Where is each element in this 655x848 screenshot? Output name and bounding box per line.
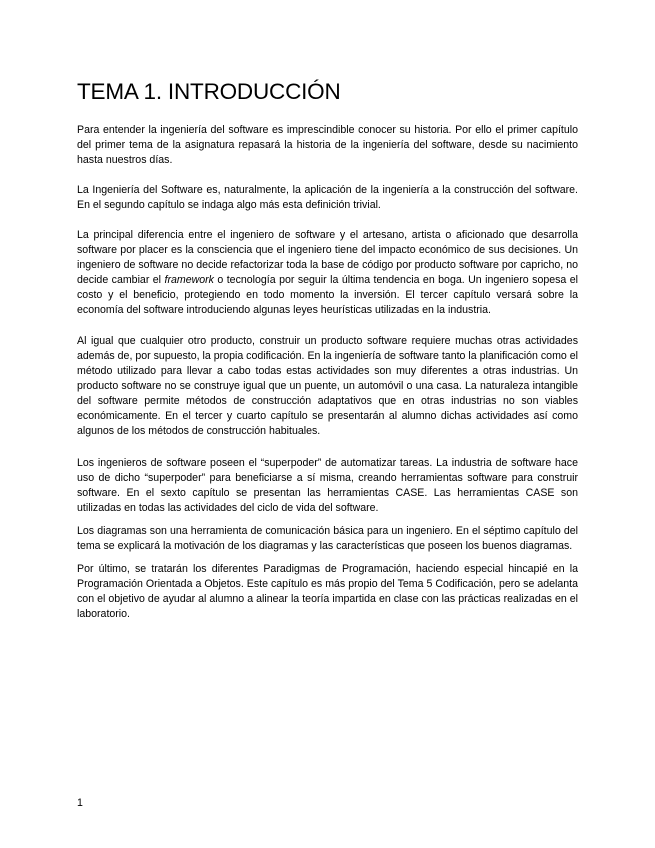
paragraph-economics-text-after: o tecnología por seguir la última tendencia en boga. Un ingeniero sopesa el costo y el beneficio, protegiendo en todo momento la inversión. El tercer capítulo versará sobre la economía del software introduciendo algunas leyes heurísticas utilizadas en la industria. (77, 274, 578, 316)
page-number: 1 (77, 797, 83, 809)
paragraph-economics-text-before: La principal diferencia entre el ingeniero de software y el artesano, artista o aficionado que desarrolla software por placer es la consciencia que el ingeniero tiene del impacto económico de sus decisiones. Un ingeniero de software no decide refactorizar toda la base de código por producto software por capricho, no decide cambiar el (77, 229, 578, 286)
paragraph-activities: Al igual que cualquier otro producto, construir un producto software requiere muchas otras actividades además de, por supuesto, la propia codificación. En la ingeniería de software tanto la planificación como el método utilizado para llevar a cabo todas estas actividades son muy diferentes a otras industrias. Un producto software no se construye igual que un puente, un automóvil o una casa. La naturaleza intangible del software permite métodos de construcción adaptativos que en otras industrias no son viables económicamente. En el tercer y cuarto capítulo se presentarán al alumno dichas actividades así como algunos de los métodos de construcción habituales. (77, 335, 578, 437)
page-title: TEMA 1. INTRODUCCIÓN (77, 79, 341, 104)
paragraph-case-tools: Los ingenieros de software poseen el “superpoder” de automatizar tareas. La industria de software hace uso de dicho “superpoder” para beneficiarse a sí misma, creando herramientas software para construir software. En el sexto capítulo se presentan las herramientas CASE. Las herramientas CASE son utilizadas en todas las actividades del ciclo de vida del software. (77, 457, 578, 514)
document-body (77, 123, 578, 622)
framework-emphasis: framework (164, 274, 214, 286)
paragraph-diagrams: Los diagramas son una herramienta de comunicación básica para un ingeniero. En el séptimo capítulo del tema se explicará la motivación de los diagramas y las características que poseen los buenos diagramas. (77, 525, 578, 552)
paragraph-economics (77, 228, 578, 318)
paragraph-paradigms: Por último, se tratarán los diferentes Paradigmas de Programación, haciendo especial hincapié en la Programación Orientada a Objetos. Este capítulo es más propio del Tema 5 Codificación, pero se adelanta con el objetivo de ayudar al alumno a alinear la teoría impartida en clase con las prácticas realizadas en el laboratorio. (77, 563, 578, 620)
paragraph-definition: La Ingeniería del Software es, naturalmente, la aplicación de la ingeniería a la construcción del software. En el segundo capítulo se indaga algo más esta definición trivial. (77, 184, 578, 211)
paragraph-history: Para entender la ingeniería del software es imprescindible conocer su historia. Por ello el primer capítulo del primer tema de la asignatura repasará la historia de la ingeniería del software, desde su nacimiento hasta nuestros días. (77, 124, 578, 166)
